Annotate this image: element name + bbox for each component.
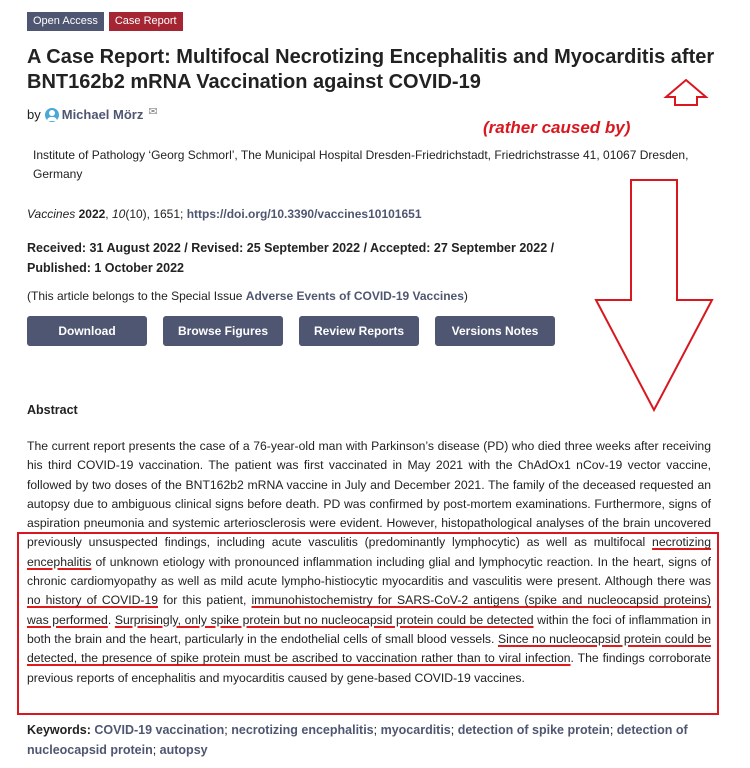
by-label: by bbox=[27, 107, 41, 122]
annotation-up-arrow-icon bbox=[666, 80, 706, 105]
abstract-part-3: for this patient, bbox=[158, 593, 252, 608]
citation-year: 2022 bbox=[78, 207, 106, 221]
special-issue-link[interactable]: Adverse Events of COVID-19 Vaccines bbox=[245, 289, 464, 303]
highlight-spike-only: Surprisingly, only spike protein but no nucleocapsid protein could be detected bbox=[114, 612, 534, 627]
article-title: A Case Report: Multifocal Necrotizing Encephalitis and Myocarditis after BNT162b2 mRNA Vaccination against COVID-19 bbox=[27, 46, 715, 93]
abstract-part-1: The current report presents the case of a 76-year-old man with Parkinson’s disease (PD) who died three weeks after receiving his third COVID-19 vaccination. The patient was first vaccinated in May 2021 with the ChAdOx1 nCov-19 vector vaccine, followed by two doses of the BNT162b2 mRNA vaccine in July and December 2021. The family of the deceased requested an autopsy due to ambiguous clinical signs before death. PD was confirmed by post-mortem examinations. Furthermore, signs of aspiration pneumonia and systemic arteriosclerosis were evident. However, histopathological analyses of the brain uncovered previously unsuspected findings, including acute vasculitis (predominantly lymphocytic) as well as multifocal bbox=[27, 439, 711, 550]
review-reports-button[interactable]: Review Reports bbox=[299, 316, 419, 346]
keyword-link[interactable]: detection of nucleocapsid protein bbox=[27, 723, 688, 757]
abstract-heading: Abstract bbox=[27, 403, 78, 417]
case-report-badge[interactable]: Case Report bbox=[109, 12, 183, 31]
keyword-separator: ; bbox=[609, 723, 617, 737]
keyword-link[interactable]: myocarditis bbox=[380, 723, 451, 737]
abstract-part-5: within the foci of inflammation in both the brain and the heart, particularly in the endothelial cells of small blood vessels. bbox=[27, 612, 711, 646]
keyword-link[interactable]: necrotizing encephalitis bbox=[231, 723, 374, 737]
keyword-link[interactable]: detection of spike protein bbox=[457, 723, 610, 737]
keyword-separator: ; bbox=[152, 743, 160, 757]
special-issue-prefix: (This article belongs to the Special Issue bbox=[27, 289, 246, 303]
special-issue-suffix: ) bbox=[463, 289, 468, 303]
annotation-rather-caused-by: (rather caused by) bbox=[483, 118, 631, 137]
download-button[interactable]: Download bbox=[27, 316, 147, 346]
highlight-necrotizing-encephalitis: necrotizing encephalitis bbox=[27, 535, 711, 569]
abstract-part-4: . bbox=[107, 612, 115, 627]
versions-notes-button[interactable]: Versions Notes bbox=[435, 316, 555, 346]
highlight-immunohistochemistry: immunohistochemistry for SARS-CoV-2 antigens (spike and nucleocapsid proteins) was performed bbox=[27, 593, 711, 627]
abstract-part-6: . The findings corroborate previous reports of encephalitis and myocarditis caused by gene-based COVID-19 vaccines. bbox=[27, 651, 711, 685]
keyword-separator: ; bbox=[450, 723, 458, 737]
citation: Vaccines 2022, 10(10), 1651; https://doi.org/10.3390/vaccines10101651 bbox=[27, 207, 422, 221]
publication-dates: Received: 31 August 2022 / Revised: 25 September 2022 / Accepted: 27 September 2022 / Published: 1 October 2022 bbox=[27, 241, 555, 275]
highlight-no-history: no history of COVID-19 bbox=[27, 593, 159, 608]
highlight-vaccination-ascribed: Since no nucleocapsid protein could be detected, the presence of spike protein must be ascribed to vaccination rather than to viral infection bbox=[27, 631, 712, 666]
affiliation: Institute of Pathology ‘Georg Schmorl’, The Municipal Hospital Dresden-Friedrichstadt, Friedrichstrasse 41, 01067 Dresden, Germany bbox=[33, 148, 689, 181]
keyword-separator: ; bbox=[373, 723, 381, 737]
author-name-link[interactable]: Michael Mörz bbox=[61, 107, 144, 122]
keyword-separator: ; bbox=[224, 723, 232, 737]
keyword-link[interactable]: autopsy bbox=[159, 743, 208, 757]
keywords-label: Keywords: bbox=[27, 723, 95, 737]
keyword-link[interactable]: COVID-19 vaccination bbox=[94, 723, 225, 737]
citation-volume: 10 bbox=[111, 207, 126, 221]
abstract-part-2: of unknown etiology with pronounced inflammation including glial and lymphocytic reaction. In the heart, signs of chronic cardiomyopathy as well as mild acute lympho-histiocytic myocarditis and vasculitis were present. Although there was bbox=[27, 554, 711, 589]
open-access-badge[interactable]: Open Access bbox=[27, 12, 104, 31]
citation-issue-pages: (10), 1651; bbox=[125, 207, 187, 221]
doi-link[interactable]: https://doi.org/10.3390/vaccines10101651 bbox=[186, 207, 422, 221]
email-icon[interactable]: ✉ bbox=[148, 106, 158, 118]
journal-name: Vaccines bbox=[27, 207, 76, 221]
browse-figures-button[interactable]: Browse Figures bbox=[163, 316, 283, 346]
annotation-down-arrow-icon bbox=[596, 180, 712, 410]
